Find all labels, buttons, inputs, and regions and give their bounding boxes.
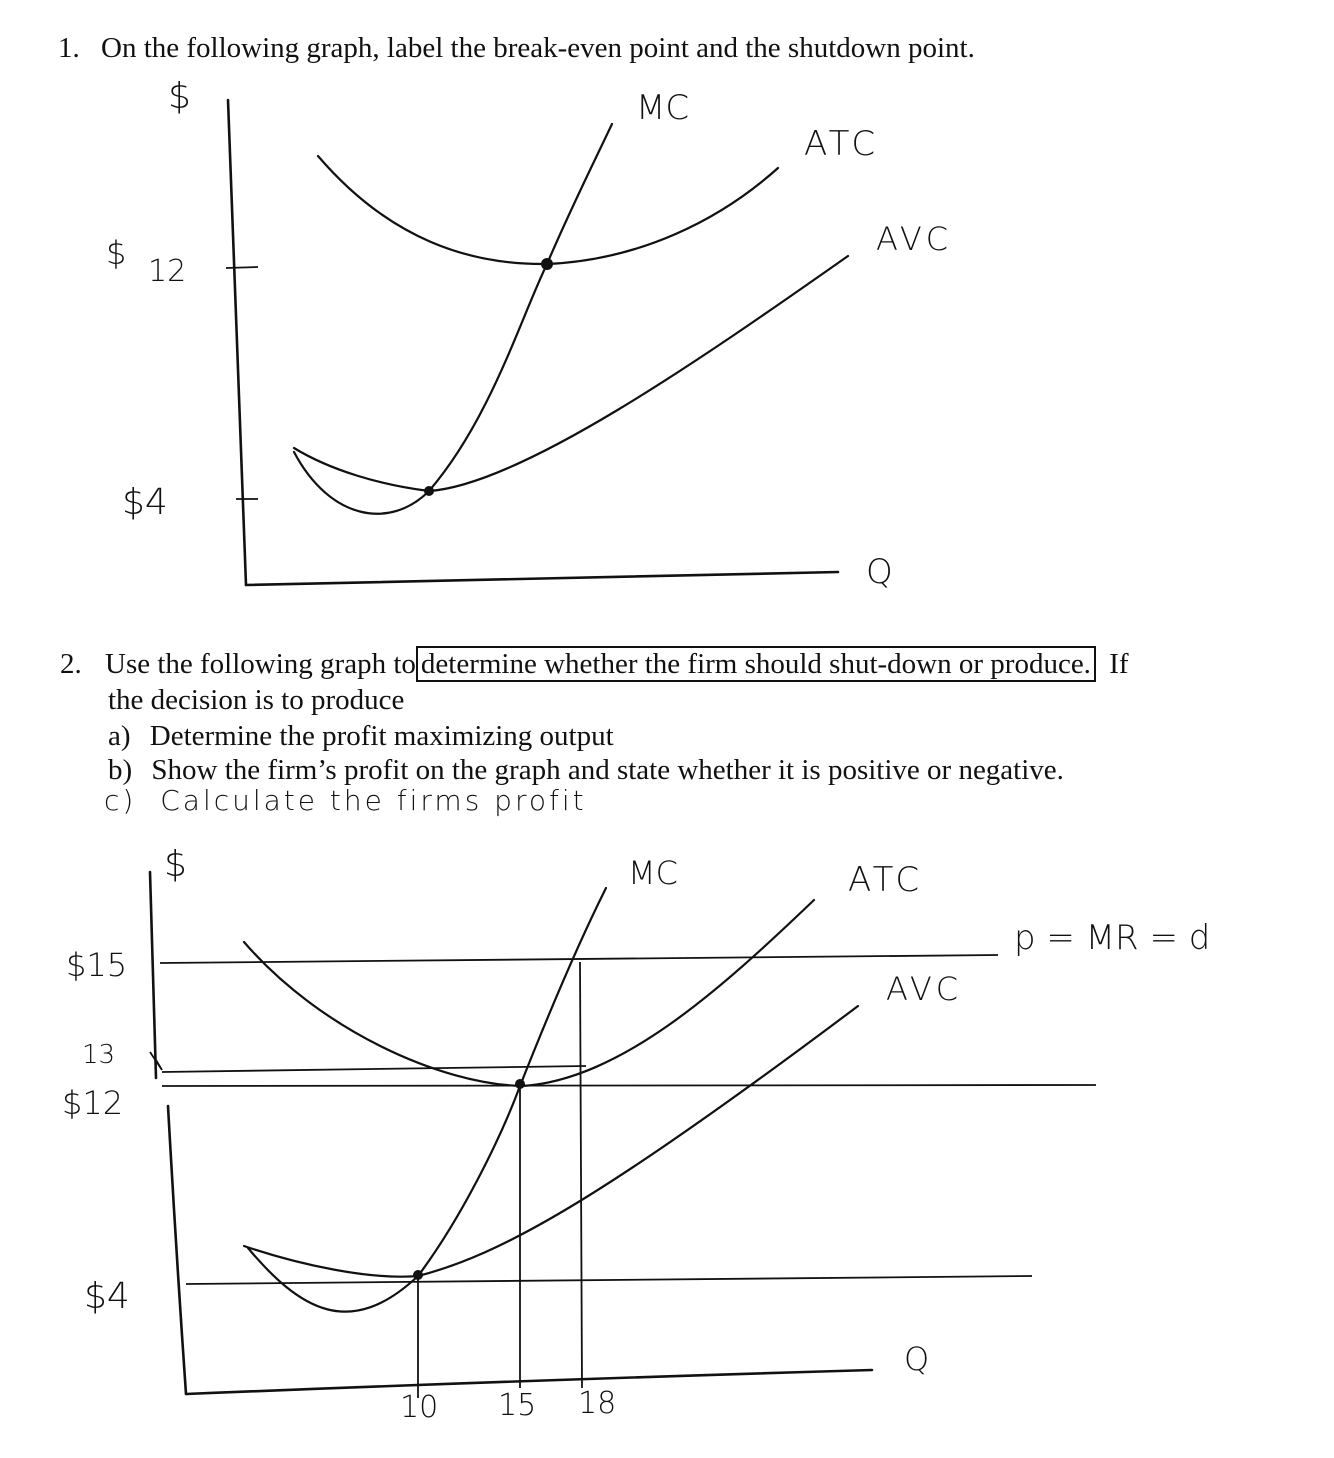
graph-2-atc-13-line [162,1066,586,1072]
question-2-boxed-text: determine whether the firm should shut-down or produce. [416,646,1096,682]
graph-2-tick-13-label: 13 [82,1040,116,1070]
question-1-number: 1. [58,32,80,64]
graph-2-avc-curve [244,1006,858,1277]
graph-2-q18-line [580,962,582,1388]
graph-2-min-atc-point [515,1079,525,1089]
question-2-number: 2. [60,648,82,680]
part-c-marker: c) [104,784,137,817]
graph-2-4-line [186,1276,1032,1284]
graph-2-price-line [160,955,998,963]
graph-2-mc-label: MC [628,854,678,892]
part-b-text: Show the firm’s profit on the graph and state whether it is positive or negative. [151,754,1064,786]
graph-1-atc-label: ATC [804,124,880,164]
part-a-marker: a) [108,720,131,752]
graph-2-mc-curve [248,888,606,1312]
graph-2-12-line [162,1085,1096,1086]
question-2-text-after: If [1109,648,1129,680]
graph-2-tick-4-label: $4 [84,1276,130,1317]
question-2-line-2: the decision is to produce [108,684,405,716]
graph-2-price-label: p = MR = d [1014,918,1211,958]
graph-1-y-axis-label: $ [168,76,191,117]
graph-2-x-axis-label: Q [904,1340,930,1378]
question-1-text: On the following graph, label the break-even point and the shutdown point. [101,32,975,64]
graph-1-tick-12-dollar: $ [106,234,127,272]
part-b-marker: b) [108,754,133,786]
graph-2-y-axis-label: $ [164,844,187,885]
graph-2-atc-curve [244,900,814,1086]
graph-2-atc-label: ATC [848,860,924,900]
graph-1-tick-12-label: 12 [148,254,187,289]
graph-1-tick-4-label: $4 [122,482,168,523]
part-a-text: Determine the profit maximizing output [149,720,614,752]
graph-2-y-axis-upper [150,872,156,1078]
question-2-text-before: Use the following graph to [105,648,416,680]
graph-1-x-axis-label: Q [866,552,893,592]
graph-2-q10-label: 10 [400,1390,439,1425]
graph-2-avc-label: AVC [886,970,963,1008]
graph-2-tick-15-label: $15 [66,946,128,984]
graph-2-q15-label: 15 [498,1388,537,1423]
graph-2-min-avc-point [413,1270,423,1280]
graph-1-avc-label: AVC [876,220,953,258]
graph-2-q18-label: 18 [578,1386,617,1421]
part-c-text: Calculate the firms profit [160,784,587,817]
graph-2-y-axis-lower [168,1106,186,1394]
graph-2-tick-12-label: $12 [62,1084,124,1122]
graph-1-mc-label: MC [636,88,690,128]
